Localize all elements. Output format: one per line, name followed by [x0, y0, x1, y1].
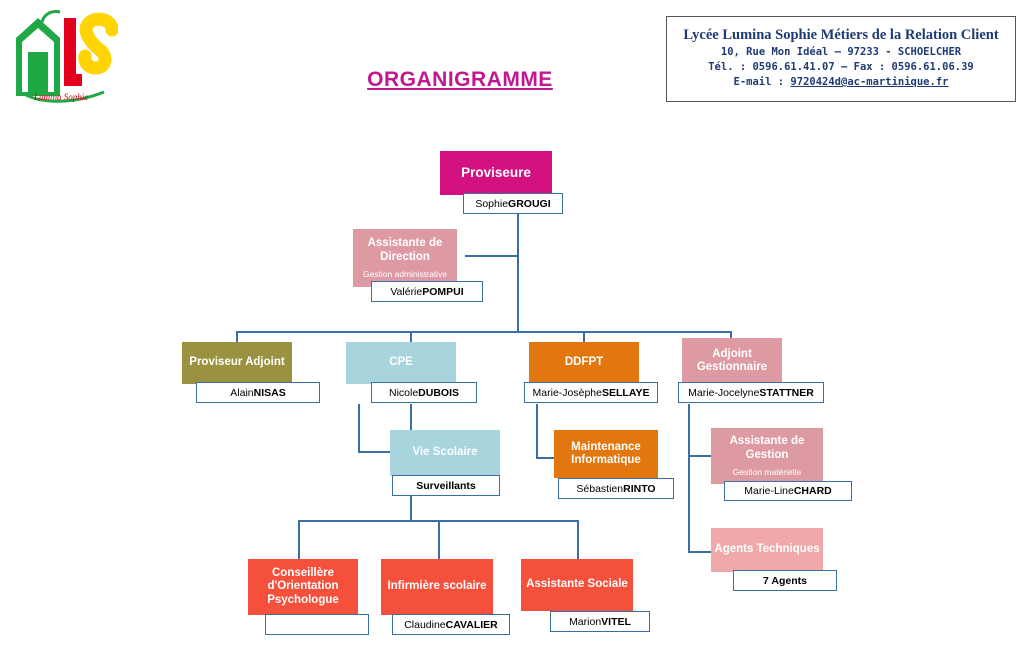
school-email-line	[667, 75, 1015, 90]
namebox-adjoint-gestionnaire-first: Marie-Jocelyne	[688, 386, 760, 399]
logo-caption: Lumina Sophie	[34, 92, 89, 102]
node-maintenance-informatique-role: Maintenance Informatique	[571, 440, 641, 466]
node-assistante-direction[interactable]	[353, 229, 457, 287]
school-address-box	[666, 16, 1016, 102]
connector-proviseure-trunk	[517, 213, 519, 333]
namebox-maintenance-informatique-first: Sébastien	[576, 482, 624, 495]
connector-drop-conseillere	[298, 520, 300, 559]
namebox-ddfpt-last: SELLAYE	[601, 386, 650, 399]
namebox-assistante-gestion-first: Marie-Line	[744, 485, 794, 497]
connector-proviseure-assistante	[465, 255, 518, 257]
node-assistante-gestion-subtitle: Gestion matérielle	[732, 467, 802, 477]
connector-gestion-v	[688, 404, 690, 552]
node-assistante-direction-subtitle: Gestion administrative	[362, 269, 448, 279]
school-email-label: E-mail :	[733, 76, 791, 88]
connector-drop-infirmiere	[438, 520, 440, 559]
namebox-proviseur-adjoint-first: Alain	[230, 386, 254, 399]
connector-gestion-agents-h	[688, 551, 711, 553]
namebox-maintenance-informatique[interactable]	[558, 478, 674, 499]
connector-gestion-assistante-h	[688, 455, 711, 457]
namebox-assistante-sociale[interactable]	[550, 611, 650, 632]
namebox-proviseure-last: GROUGI	[508, 197, 551, 210]
node-adjoint-gestionnaire[interactable]	[682, 338, 782, 384]
school-name: Lycée Lumina Sophie Métiers de la Relation Client	[683, 27, 999, 43]
namebox-assistante-direction-last: POMPUI	[422, 285, 464, 298]
node-infirmiere-scolaire[interactable]	[381, 559, 493, 615]
connector-main-bar	[236, 331, 731, 333]
namebox-assistante-direction[interactable]	[371, 281, 483, 302]
namebox-agents-techniques-person: 7 Agents	[763, 574, 807, 587]
node-ddfpt[interactable]	[529, 342, 639, 384]
node-assistante-direction-role: Assistante de Direction	[367, 237, 443, 263]
namebox-assistante-direction-first: Valérie	[390, 285, 423, 298]
namebox-ddfpt-first: Marie-Josèphe	[532, 386, 602, 399]
namebox-cpe[interactable]	[371, 382, 477, 403]
connector-ddfpt-maintenance-v	[536, 404, 538, 458]
node-assistante-sociale-role: Assistante Sociale	[526, 578, 628, 591]
node-agents-techniques[interactable]	[711, 528, 823, 572]
connector-cpe-vie-scolaire-v	[358, 404, 360, 452]
namebox-infirmiere-scolaire-last: CAVALIER	[445, 618, 498, 631]
connector-ddfpt-maintenance-h	[536, 457, 554, 459]
node-proviseure[interactable]	[440, 151, 552, 195]
namebox-maintenance-informatique-last: RINTO	[623, 482, 656, 495]
node-adjoint-gestionnaire-role: Adjoint Gestionnaire	[696, 347, 768, 373]
namebox-adjoint-gestionnaire[interactable]	[678, 382, 824, 403]
node-conseillere-orientation[interactable]	[248, 559, 358, 615]
namebox-cpe-first: Nicole	[388, 386, 419, 399]
namebox-infirmiere-scolaire[interactable]	[392, 614, 510, 635]
node-vie-scolaire-role: Vie Scolaire	[412, 446, 478, 459]
school-email-link[interactable]: 9720424d@ac-martinique.fr	[790, 76, 949, 88]
node-proviseure-role: Proviseure	[461, 165, 531, 181]
node-assistante-sociale[interactable]	[521, 559, 633, 611]
node-cpe-role: CPE	[389, 356, 413, 369]
node-ddfpt-role: DDFPT	[564, 356, 604, 369]
school-phone: Tél. : 0596.61.41.07 – Fax : 0596.61.06.39	[708, 61, 974, 73]
connector-cpe-vie-scolaire-h	[358, 451, 390, 453]
namebox-assistante-sociale-last: VITEL	[601, 615, 631, 628]
node-infirmiere-scolaire-role: Infirmière scolaire	[387, 580, 487, 593]
namebox-ddfpt[interactable]	[524, 382, 658, 403]
node-agents-techniques-role: Agents Techniques	[714, 543, 820, 556]
namebox-proviseur-adjoint-last: NISAS	[253, 386, 286, 399]
namebox-proviseure[interactable]	[463, 193, 563, 214]
node-assistante-gestion-role: Assistante de Gestion	[729, 435, 805, 461]
namebox-assistante-gestion-last: CHARD	[793, 485, 832, 497]
namebox-proviseur-adjoint[interactable]	[196, 382, 320, 403]
namebox-assistante-gestion[interactable]	[724, 481, 852, 501]
namebox-vie-scolaire[interactable]	[392, 475, 500, 496]
node-vie-scolaire[interactable]	[390, 430, 500, 476]
namebox-infirmiere-scolaire-first: Claudine	[404, 618, 446, 631]
namebox-adjoint-gestionnaire-last: STATTNER	[759, 386, 814, 399]
node-cpe[interactable]	[346, 342, 456, 384]
school-street: 10, Rue Mon Idéal – 97233 - SCHOELCHER	[720, 46, 962, 58]
node-proviseur-adjoint[interactable]	[182, 342, 292, 384]
node-assistante-gestion[interactable]	[711, 428, 823, 484]
namebox-vie-scolaire-person: Surveillants	[416, 479, 476, 492]
namebox-assistante-sociale-first: Marion	[569, 615, 602, 628]
node-maintenance-informatique[interactable]	[554, 430, 658, 478]
node-conseillere-orientation-role: Conseillère d'Orientation Psychologue	[267, 566, 339, 606]
lycee-logo	[8, 8, 118, 108]
connector-drop-assistante-sociale	[577, 520, 579, 559]
node-proviseur-adjoint-role: Proviseur Adjoint	[189, 356, 285, 369]
namebox-conseillere-orientation[interactable]	[265, 614, 369, 635]
page-title: ORGANIGRAMME	[367, 68, 553, 91]
namebox-cpe-last: DUBOIS	[418, 386, 460, 399]
namebox-proviseure-first: Sophie	[475, 197, 509, 210]
namebox-agents-techniques[interactable]	[733, 570, 837, 591]
